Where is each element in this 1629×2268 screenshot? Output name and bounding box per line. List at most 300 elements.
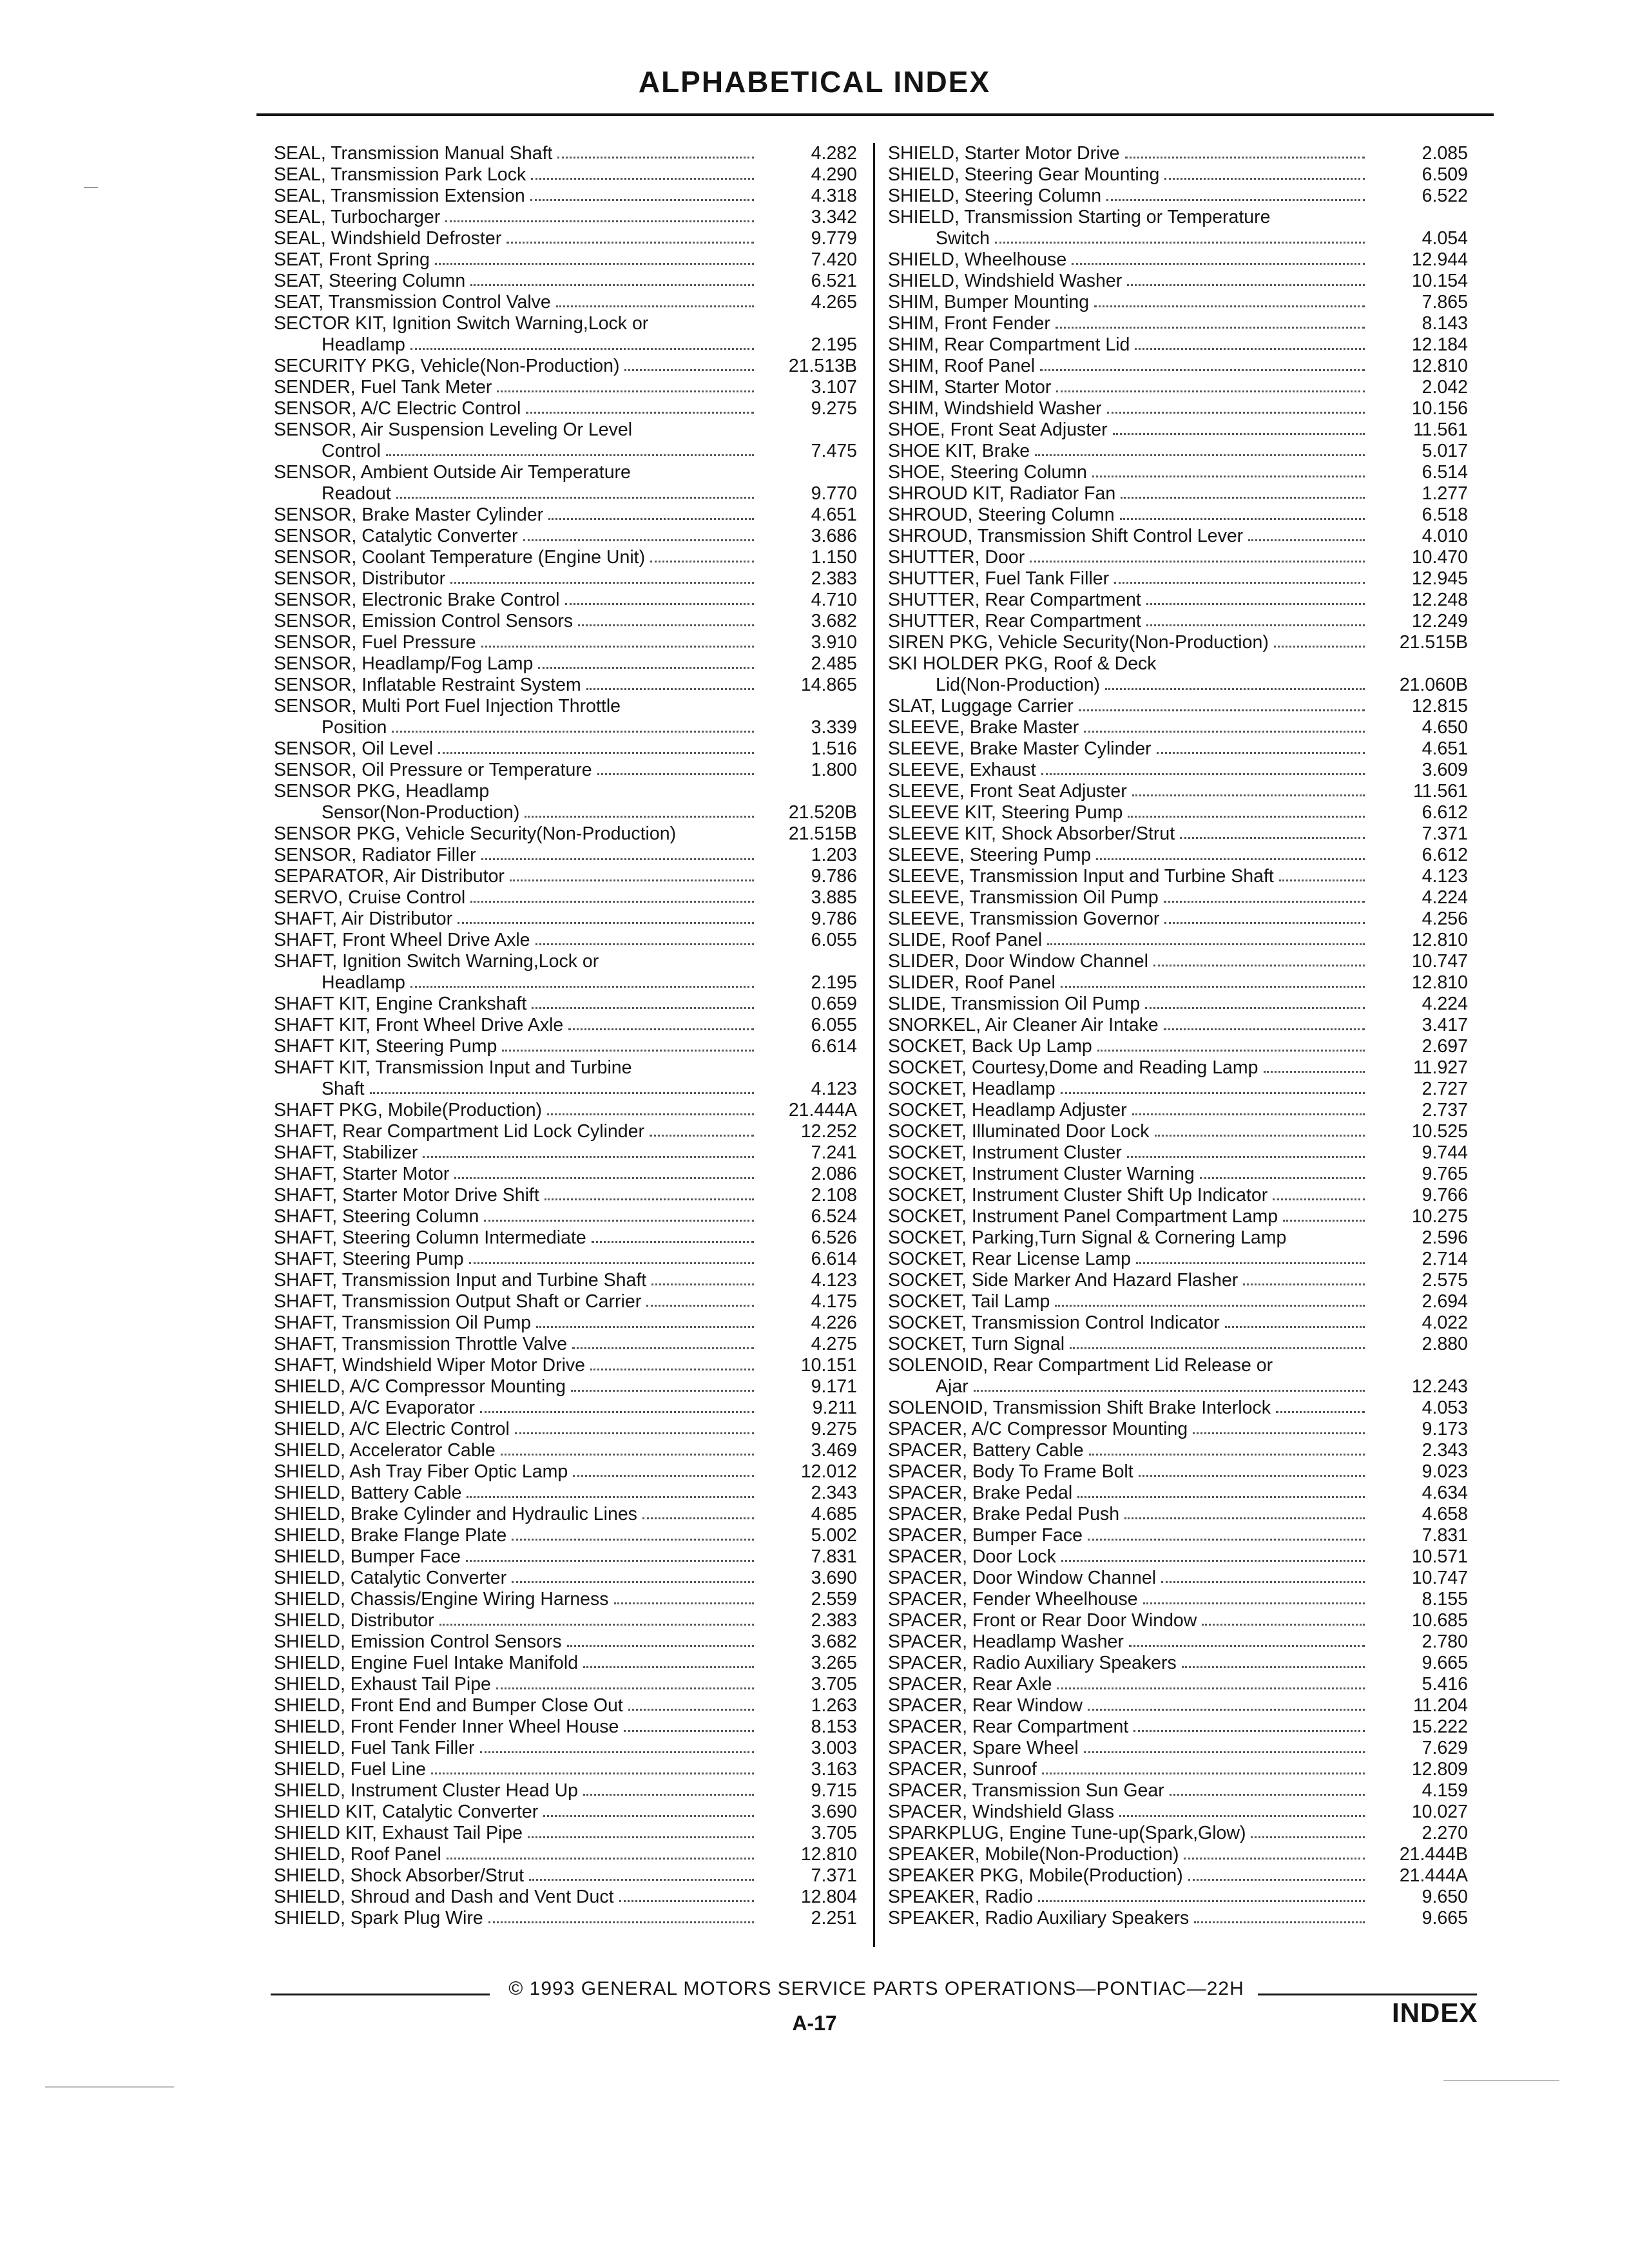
page-number: A-17	[792, 2012, 837, 2035]
entry-page-ref: 9.786	[811, 866, 857, 887]
dot-leader	[626, 696, 754, 711]
entry-name: SOCKET, Instrument Cluster	[888, 1142, 1122, 1163]
entry-page-ref: 8.155	[1422, 1589, 1468, 1610]
index-entry	[274, 994, 857, 1015]
index-entry	[274, 590, 857, 611]
index-entry	[888, 1653, 1468, 1674]
index-entry	[274, 313, 857, 334]
entry-page-ref: 6.509	[1422, 164, 1468, 185]
entry-name: SOCKET, Instrument Cluster Shift Up Indicator	[888, 1185, 1268, 1206]
index-entry	[274, 228, 857, 249]
entry-page-ref: 2.251	[811, 1908, 857, 1928]
entry-name: SIREN PKG, Vehicle Security(Non-Production)	[888, 632, 1269, 653]
dot-leader	[1119, 1802, 1365, 1817]
index-entry	[888, 398, 1468, 419]
entry-page-ref: 2.575	[1422, 1270, 1468, 1291]
entry-page-ref: 3.265	[811, 1653, 857, 1673]
entry-page-ref: 7.371	[811, 1865, 857, 1886]
entry-page-ref: 12.945	[1411, 568, 1468, 589]
dot-leader	[525, 802, 754, 818]
entry-page-ref: 8.143	[1422, 313, 1468, 334]
index-entry	[888, 823, 1468, 845]
dot-leader	[1132, 1100, 1365, 1115]
entry-name: SENSOR, Distributor	[274, 568, 446, 589]
index-entry	[888, 462, 1468, 483]
entry-name: SENSOR, Fuel Pressure	[274, 632, 476, 653]
entry-page-ref: 4.651	[811, 505, 857, 525]
entry-name: SPACER, Rear Window	[888, 1695, 1083, 1716]
entry-name: SOCKET, Back Up Lamp	[888, 1036, 1092, 1057]
entry-name: SHIELD, Accelerator Cable	[274, 1440, 496, 1461]
entry-page-ref: 4.123	[811, 1079, 857, 1099]
index-entry	[888, 951, 1468, 972]
entry-name: SHAFT, Transmission Oil Pump	[274, 1312, 532, 1333]
dot-leader	[1164, 908, 1365, 924]
entry-name: SENSOR, Catalytic Converter	[274, 526, 518, 546]
entry-name: SENSOR, Radiator Filler	[274, 845, 476, 865]
index-entry	[888, 334, 1468, 356]
dot-leader	[1057, 1674, 1365, 1689]
entry-page-ref: 6.514	[1422, 462, 1468, 483]
entry-page-ref: 12.012	[800, 1461, 857, 1482]
dot-leader	[466, 1546, 754, 1562]
index-entry	[888, 143, 1468, 164]
scan-noise-right	[1443, 2080, 1559, 2081]
entry-name: SHOE, Front Seat Adjuster	[888, 419, 1108, 440]
index-entry	[888, 292, 1468, 313]
index-entry	[888, 717, 1468, 738]
index-entry	[274, 547, 857, 568]
index-entry	[274, 483, 857, 505]
entry-name: SHIELD, Shock Absorber/Strut	[274, 1865, 525, 1886]
index-entry	[888, 1270, 1468, 1291]
entry-page-ref: 10.275	[1411, 1206, 1468, 1227]
index-entry	[888, 1525, 1468, 1546]
entry-page-ref: 21.515B	[788, 823, 857, 844]
entry-name: SHAFT, Stabilizer	[274, 1142, 418, 1163]
entry-page-ref	[760, 781, 857, 802]
index-entry	[274, 271, 857, 292]
entry-page-ref: 9.650	[1422, 1887, 1468, 1907]
entry-name: SLEEVE KIT, Steering Pump	[888, 802, 1123, 823]
entry-page-ref: 4.224	[1422, 887, 1468, 908]
entry-page-ref: 15.222	[1411, 1716, 1468, 1737]
dot-leader	[370, 1079, 754, 1094]
index-entry	[888, 908, 1468, 930]
index-entry	[888, 760, 1468, 781]
entry-page-ref: 9.275	[811, 1419, 857, 1439]
index-entry	[888, 1887, 1468, 1908]
entry-name: SHIELD, Brake Flange Plate	[274, 1525, 507, 1546]
entry-name: SHUTTER, Rear Compartment	[888, 611, 1141, 631]
entry-name: SPACER, Radio Auxiliary Speakers	[888, 1653, 1177, 1673]
entry-name: SERVO, Cruise Control	[274, 887, 466, 908]
entry-page-ref: 10.685	[1411, 1610, 1468, 1631]
index-entry	[274, 377, 857, 398]
dot-leader	[1274, 632, 1365, 648]
entry-name: SHIELD, Bumper Face	[274, 1546, 461, 1567]
dot-leader	[1096, 845, 1365, 860]
entry-name: SPACER, Rear Compartment	[888, 1716, 1129, 1737]
dot-leader	[1047, 930, 1365, 945]
entry-page-ref: 3.609	[1422, 760, 1468, 780]
entry-name: SPEAKER, Radio	[888, 1887, 1033, 1907]
index-entry	[888, 1716, 1468, 1738]
entry-page-ref: 2.195	[811, 972, 857, 993]
entry-page-ref: 6.055	[811, 1015, 857, 1035]
dot-leader	[410, 334, 754, 350]
entry-name: SHAFT KIT, Front Wheel Drive Axle	[274, 1015, 564, 1035]
entry-name: SHAFT, Steering Column	[274, 1206, 479, 1227]
dot-leader	[410, 972, 754, 988]
entry-page-ref: 10.571	[1411, 1546, 1468, 1567]
index-entry	[274, 866, 857, 887]
entry-page-ref: 2.596	[1422, 1227, 1468, 1248]
index-entry	[888, 1908, 1468, 1929]
dot-leader	[1194, 1908, 1365, 1923]
entry-name: SHIELD, Brake Cylinder and Hydraulic Lines	[274, 1504, 637, 1524]
entry-name: SPACER, A/C Compressor Mounting	[888, 1419, 1188, 1439]
index-entry	[274, 1100, 857, 1121]
index-entry	[888, 164, 1468, 186]
index-entry	[888, 1185, 1468, 1206]
entry-name: SHAFT, Transmission Output Shaft or Carrier	[274, 1291, 642, 1312]
entry-page-ref: 4.685	[811, 1504, 857, 1524]
entry-name: SHIELD, Shroud and Dash and Vent Duct	[274, 1887, 614, 1907]
entry-name: SHIELD, Steering Column	[888, 186, 1102, 206]
entry-page-ref: 4.658	[1422, 1504, 1468, 1524]
index-entry	[888, 930, 1468, 951]
entry-name: SENSOR, Inflatable Restraint System	[274, 675, 581, 695]
index-entry	[888, 526, 1468, 547]
entry-name: SHIM, Rear Compartment Lid	[888, 334, 1130, 355]
entry-page-ref: 4.318	[811, 186, 857, 206]
index-entry	[274, 1631, 857, 1653]
dot-leader	[536, 1312, 754, 1328]
entry-name: SOLENOID, Transmission Shift Brake Interlock	[888, 1398, 1271, 1418]
entry-name: SLIDE, Transmission Oil Pump	[888, 994, 1141, 1014]
entry-page-ref: 4.123	[811, 1270, 857, 1291]
entry-name: SPACER, Transmission Sun Gear	[888, 1780, 1164, 1801]
dot-leader	[481, 845, 754, 860]
index-entry	[888, 1164, 1468, 1185]
entry-page-ref: 12.804	[800, 1887, 857, 1907]
dot-leader	[1077, 1483, 1365, 1498]
entry-page-ref	[1371, 207, 1468, 228]
entry-name: SOCKET, Rear License Lamp	[888, 1249, 1131, 1269]
index-entry	[274, 951, 857, 972]
dot-leader	[1182, 1653, 1365, 1668]
dot-leader	[447, 1844, 754, 1860]
entry-name: SHAFT, Starter Motor Drive Shift	[274, 1185, 539, 1206]
index-entry	[888, 1398, 1468, 1419]
entry-name: SKI HOLDER PKG, Roof & Deck	[888, 653, 1157, 674]
dot-leader	[1127, 1142, 1365, 1158]
entry-page-ref: 4.022	[1422, 1312, 1468, 1333]
index-entry	[274, 802, 857, 823]
index-entry	[888, 1079, 1468, 1100]
entry-name: SHIELD, Wheelhouse	[888, 249, 1067, 270]
dot-leader	[572, 1334, 754, 1349]
index-entry	[274, 1461, 857, 1483]
index-entry	[888, 1865, 1468, 1887]
entry-page-ref: 9.023	[1422, 1461, 1468, 1482]
entry-name: SHIELD, Chassis/Engine Wiring Harness	[274, 1589, 609, 1610]
index-entry	[888, 1695, 1468, 1716]
entry-page-ref: 21.444B	[1399, 1844, 1468, 1865]
index-entry	[888, 1802, 1468, 1823]
index-entry	[274, 972, 857, 994]
index-entry	[274, 186, 857, 207]
index-entry	[274, 823, 857, 845]
entry-page-ref: 21.513B	[788, 356, 857, 376]
entry-name: SHAFT KIT, Steering Pump	[274, 1036, 497, 1057]
index-entry	[888, 1015, 1468, 1036]
entry-page-ref: 6.612	[1422, 802, 1468, 823]
dot-leader	[1162, 653, 1365, 669]
entry-name: SEAL, Transmission Park Lock	[274, 164, 526, 185]
entry-name: SHAFT, Front Wheel Drive Axle	[274, 930, 530, 950]
dot-leader	[1128, 802, 1365, 818]
index-entry	[888, 675, 1468, 696]
entry-name: SHIELD, Emission Control Sensors	[274, 1631, 562, 1652]
dot-leader	[573, 1461, 754, 1477]
entry-page-ref: 5.002	[811, 1525, 857, 1546]
dot-leader	[642, 1504, 754, 1519]
index-entry	[888, 1440, 1468, 1461]
entry-name: SECURITY PKG, Vehicle(Non-Production)	[274, 356, 620, 376]
index-entry	[274, 1249, 857, 1270]
dot-leader	[535, 930, 754, 945]
dot-leader	[604, 951, 754, 966]
left-index-column	[274, 143, 857, 1929]
entry-page-ref: 1.263	[811, 1695, 857, 1716]
entry-page-ref: 10.747	[1411, 951, 1468, 972]
entry-name: SHIM, Roof Panel	[888, 356, 1036, 376]
entry-name: SECTOR KIT, Ignition Switch Warning,Lock or	[274, 313, 649, 334]
entry-name: SENDER, Fuel Tank Meter	[274, 377, 492, 398]
index-entry	[274, 143, 857, 164]
index-entry	[274, 1887, 857, 1908]
entry-page-ref: 10.525	[1411, 1121, 1468, 1142]
dot-leader	[1129, 1631, 1365, 1647]
entry-name: SHIM, Windshield Washer	[888, 398, 1102, 419]
entry-name: SHUTTER, Fuel Tank Filler	[888, 568, 1110, 589]
entry-name: SENSOR, Headlamp/Fog Lamp	[274, 653, 534, 674]
entry-page-ref: 6.612	[1422, 845, 1468, 865]
entry-page-ref: 6.524	[811, 1206, 857, 1227]
index-entry	[274, 1908, 857, 1929]
index-entry	[888, 1568, 1468, 1589]
entry-page-ref: 1.800	[811, 760, 857, 780]
entry-page-ref: 0.659	[811, 994, 857, 1014]
index-entry	[274, 1206, 857, 1227]
dot-leader	[1278, 1355, 1365, 1370]
index-entry	[274, 1525, 857, 1546]
entry-page-ref: 10.747	[1411, 1568, 1468, 1588]
index-entry	[888, 1036, 1468, 1057]
dot-leader	[1248, 526, 1365, 541]
dot-leader	[1038, 1887, 1365, 1902]
entry-page-ref: 5.416	[1422, 1674, 1468, 1695]
index-entry	[274, 632, 857, 653]
entry-page-ref: 9.665	[1422, 1653, 1468, 1673]
dot-leader	[512, 1568, 754, 1583]
entry-page-ref	[760, 951, 857, 972]
index-entry	[274, 1334, 857, 1355]
index-entry	[274, 1546, 857, 1568]
entry-name: SENSOR, Oil Level	[274, 738, 434, 759]
entry-page-ref: 14.865	[800, 675, 857, 695]
dot-leader	[1125, 143, 1365, 159]
index-entry	[274, 675, 857, 696]
entry-name: Position	[322, 717, 387, 738]
entry-page-ref: 6.614	[811, 1249, 857, 1269]
dot-leader	[1072, 249, 1365, 265]
index-entry	[274, 1270, 857, 1291]
entry-page-ref: 12.252	[800, 1121, 857, 1142]
dot-leader	[974, 1376, 1365, 1392]
entry-name: SENSOR, Electronic Brake Control	[274, 590, 560, 610]
entry-page-ref: 2.383	[811, 568, 857, 589]
dot-leader	[512, 1525, 754, 1541]
page-title: ALPHABETICAL INDEX	[638, 65, 991, 99]
dot-leader	[450, 568, 754, 584]
entry-page-ref: 9.171	[811, 1376, 857, 1397]
entry-name: SPACER, Spare Wheel	[888, 1738, 1079, 1758]
index-entry	[888, 845, 1468, 866]
index-entry	[274, 1610, 857, 1631]
index-entry	[274, 696, 857, 717]
entry-name: SEAT, Transmission Control Valve	[274, 292, 551, 312]
entry-page-ref: 2.343	[1422, 1440, 1468, 1461]
dot-leader	[501, 1440, 754, 1456]
index-entry	[888, 547, 1468, 568]
dot-leader	[469, 1249, 754, 1264]
entry-name: SHIELD, Exhaust Tail Pipe	[274, 1674, 491, 1695]
dot-leader	[470, 271, 754, 286]
dot-leader	[431, 1759, 754, 1774]
dot-leader	[624, 1716, 754, 1732]
entry-name: SOCKET, Courtesy,Dome and Reading Lamp	[888, 1057, 1258, 1078]
dot-leader	[1132, 781, 1365, 796]
entry-page-ref: 4.650	[1422, 717, 1468, 738]
entry-page-ref: 7.831	[811, 1546, 857, 1567]
dot-leader	[1146, 590, 1365, 605]
index-entry	[274, 717, 857, 738]
dot-leader	[1106, 186, 1365, 201]
dot-leader	[1243, 1270, 1365, 1285]
entry-name: Headlamp	[322, 972, 405, 993]
entry-page-ref	[760, 462, 857, 483]
index-entry	[274, 1355, 857, 1376]
dot-leader	[1042, 1759, 1365, 1774]
entry-page-ref	[760, 696, 857, 717]
index-entry	[888, 1823, 1468, 1844]
entry-name: SHAFT, Windshield Wiper Motor Drive	[274, 1355, 586, 1376]
dot-leader	[1225, 1312, 1365, 1328]
index-entry	[888, 377, 1468, 398]
dot-leader	[439, 1610, 754, 1626]
dot-leader	[1088, 1695, 1365, 1711]
entry-name: SHIELD, A/C Compressor Mounting	[274, 1376, 566, 1397]
entry-name: SEAT, Steering Column	[274, 271, 466, 291]
dot-leader	[995, 228, 1365, 244]
dot-leader	[392, 717, 754, 733]
entry-name: SHAFT, Air Distributor	[274, 908, 453, 929]
dot-leader	[1124, 1504, 1365, 1519]
index-entry	[888, 866, 1468, 887]
entry-page-ref: 6.522	[1422, 186, 1468, 206]
dot-leader	[470, 887, 754, 903]
index-entry	[888, 632, 1468, 653]
index-entry	[274, 292, 857, 313]
dot-leader	[583, 1653, 754, 1668]
entry-name: SHIELD KIT, Catalytic Converter	[274, 1802, 539, 1822]
dot-leader	[435, 249, 754, 265]
dot-leader	[1041, 760, 1365, 775]
entry-page-ref: 4.290	[811, 164, 857, 185]
dot-leader	[624, 356, 754, 371]
entry-name: SHIELD, Engine Fuel Intake Manifold	[274, 1653, 579, 1673]
entry-page-ref: 6.614	[811, 1036, 857, 1057]
entry-page-ref: 3.163	[811, 1759, 857, 1780]
index-entry	[888, 249, 1468, 271]
index-entry	[888, 887, 1468, 908]
entry-page-ref	[760, 419, 857, 441]
index-entry	[888, 1780, 1468, 1802]
entry-name: SPACER, Door Lock	[888, 1546, 1056, 1567]
entry-page-ref: 11.561	[1412, 419, 1468, 440]
entry-name: SOCKET, Instrument Panel Compartment Lamp	[888, 1206, 1278, 1227]
entry-page-ref: 4.224	[1422, 994, 1468, 1014]
entry-name: SPACER, Sunroof	[888, 1759, 1037, 1780]
entry-name: SLEEVE, Brake Master	[888, 717, 1079, 738]
entry-name: SOLENOID, Rear Compartment Lid Release or	[888, 1355, 1273, 1376]
dot-leader	[1040, 356, 1365, 371]
entry-page-ref: 12.248	[1411, 590, 1468, 610]
entry-name: SOCKET, Instrument Cluster Warning	[888, 1164, 1195, 1184]
entry-name: SPACER, Front or Rear Door Window	[888, 1610, 1197, 1631]
dot-leader	[545, 1185, 754, 1200]
entry-name: SHAFT, Rear Compartment Lid Lock Cylinder	[274, 1121, 644, 1142]
index-entry	[888, 505, 1468, 526]
index-entry	[274, 1419, 857, 1440]
index-entry	[888, 590, 1468, 611]
entry-page-ref: 12.810	[1411, 972, 1468, 993]
entry-page-ref: 7.475	[811, 441, 857, 461]
entry-name: SHIELD, Fuel Line	[274, 1759, 427, 1780]
entry-name: SENSOR, Coolant Temperature (Engine Unit)	[274, 547, 646, 568]
entry-page-ref: 4.226	[811, 1312, 857, 1333]
dot-leader	[637, 419, 754, 435]
dot-leader	[496, 1674, 754, 1689]
entry-page-ref: 7.831	[1422, 1525, 1468, 1546]
entry-page-ref: 4.159	[1422, 1780, 1468, 1801]
dot-leader	[1273, 1185, 1365, 1200]
entry-name: SPACER, Windshield Glass	[888, 1802, 1115, 1822]
dot-leader	[1193, 1419, 1365, 1434]
dot-leader	[445, 207, 754, 222]
entry-page-ref: 6.526	[811, 1227, 857, 1248]
dot-leader	[567, 1631, 754, 1647]
index-entry	[274, 1780, 857, 1802]
entry-name: SPACER, Door Window Channel	[888, 1568, 1157, 1588]
dot-leader	[1164, 164, 1365, 180]
entry-name: SPACER, Body To Frame Bolt	[888, 1461, 1133, 1482]
entry-name: SOCKET, Headlamp Adjuster	[888, 1100, 1127, 1120]
index-entry	[888, 1631, 1468, 1653]
